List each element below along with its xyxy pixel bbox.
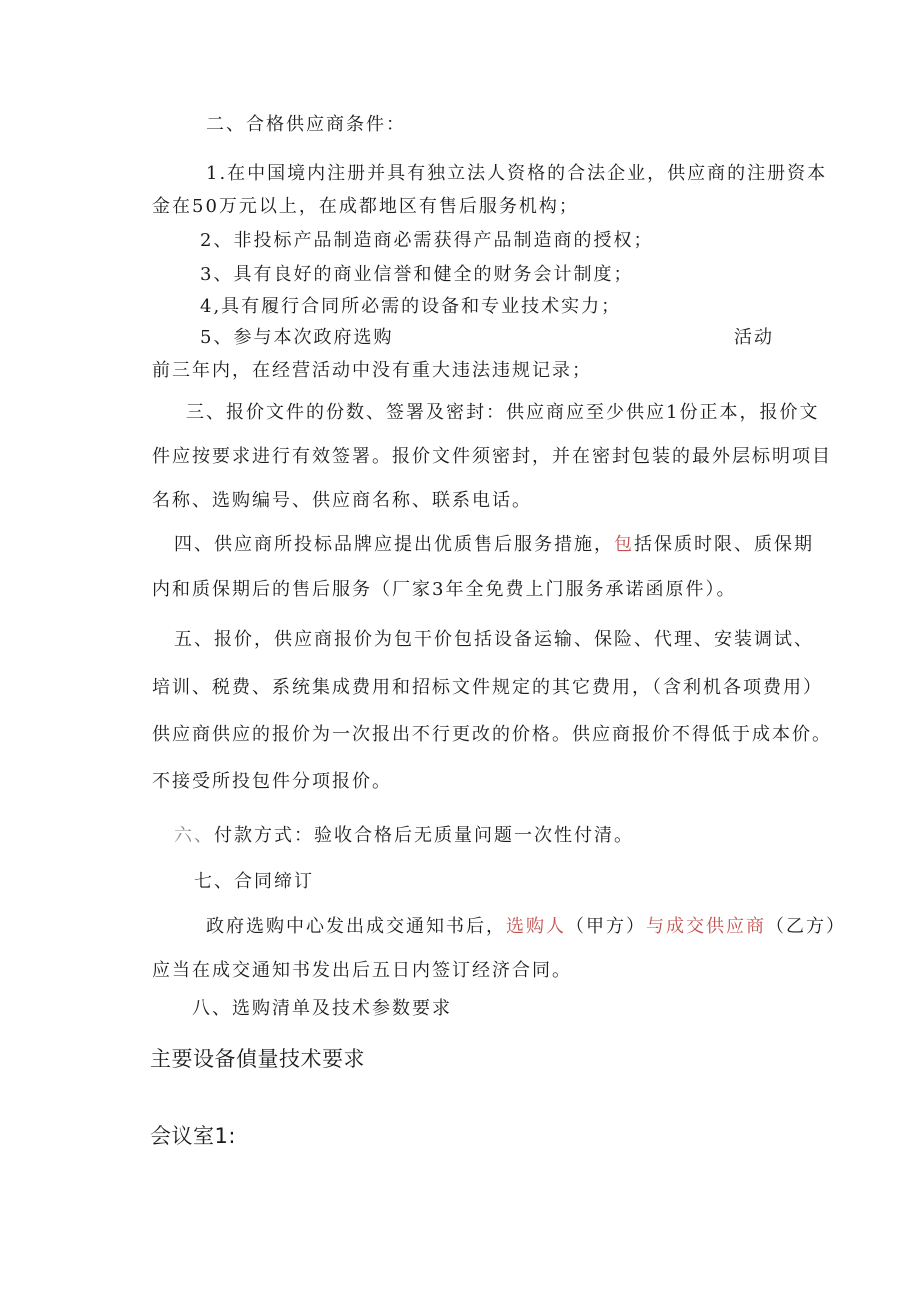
section5-line2: 培训、税费、系统集成费用和招标文件规定的其它费用，（含利机各项费用） (152, 677, 823, 698)
section3-line2: 件应按要求进行有效签署。报价文件须密封，并在密封包装的最外层标明项目 (152, 446, 832, 467)
section4-line1-red: 包 (614, 534, 634, 555)
section2-item2: 2、非投标产品制造商必需获得产品制造商的授权； (200, 230, 654, 251)
section2-item1-line2: 金在50万元以上，在成都地区有售后服务机构； (152, 196, 579, 217)
section2-item5-line2: 前三年内，在经营活动中没有重大违法违规记录； (152, 360, 592, 381)
section2-item5-line1: 5、参与本次政府选购 (200, 327, 394, 348)
section7-heading: 七、合同缔订 (194, 871, 314, 892)
section3-line3: 名称、选购编号、供应商名称、联系电话。 (152, 490, 532, 511)
section5-line4: 不接受所投包件分项报价。 (152, 771, 392, 792)
section7-party-b: （乙方） (766, 916, 846, 937)
room-title: 会议室1: (150, 1124, 236, 1148)
section6-text: 付款方式：验收合格后无质量问题一次性付清。 (214, 825, 634, 846)
section7-line2: 应当在成交通知书发出后五日内签订经济合同。 (152, 960, 572, 981)
section6-label: 六、 (174, 825, 214, 846)
section7-line1 (206, 915, 846, 939)
main-equipment-title: 主要设备偵量技术要求 (150, 1047, 365, 1071)
section3-line1: 三、报价文件的份数、签署及密封：供应商应至少供应1份正本，报价文 (186, 402, 820, 423)
section7-purchaser: 选购人 (506, 916, 566, 937)
section2-heading: 二、合格供应商条件： (206, 114, 406, 135)
section2-item5-gap-end: 活动 (734, 327, 774, 348)
section2-item4: 4,具有履行合同所必需的设备和专业技术实力； (200, 296, 622, 317)
section4-line1-pre: 四、供应商所投标品牌应提出优质售后服务措施， (174, 534, 614, 555)
section2-item1-line1: 1.在中国境内注册并具有独立法人资格的合法企业，供应商的注册资本 (206, 163, 828, 184)
section4-line2: 内和质保期后的售后服务（厂家3年全免费上门服务承诺函原件）。 (152, 579, 737, 600)
section4-line1 (174, 533, 814, 557)
section7-party-a: （甲方） (566, 916, 646, 937)
section4-line1-post: 括保质时限、质保期 (634, 534, 814, 555)
section7-line1-a: 政府选购中心发出成交通知书后， (206, 916, 506, 937)
section8-heading: 八、选购清单及技术参数要求 (192, 998, 452, 1019)
section5-line1: 五、报价，供应商报价为包干价包括设备运输、保险、代理、安装调试、 (174, 629, 814, 650)
section7-supplier: 与成交供应商 (646, 916, 766, 937)
section2-item3: 3、具有良好的商业信誉和健全的财务会计制度； (200, 264, 634, 285)
section5-line3: 供应商供应的报价为一次报出不行更改的价格。供应商报价不得低于成本价。 (152, 724, 832, 745)
section6-line (174, 824, 634, 848)
